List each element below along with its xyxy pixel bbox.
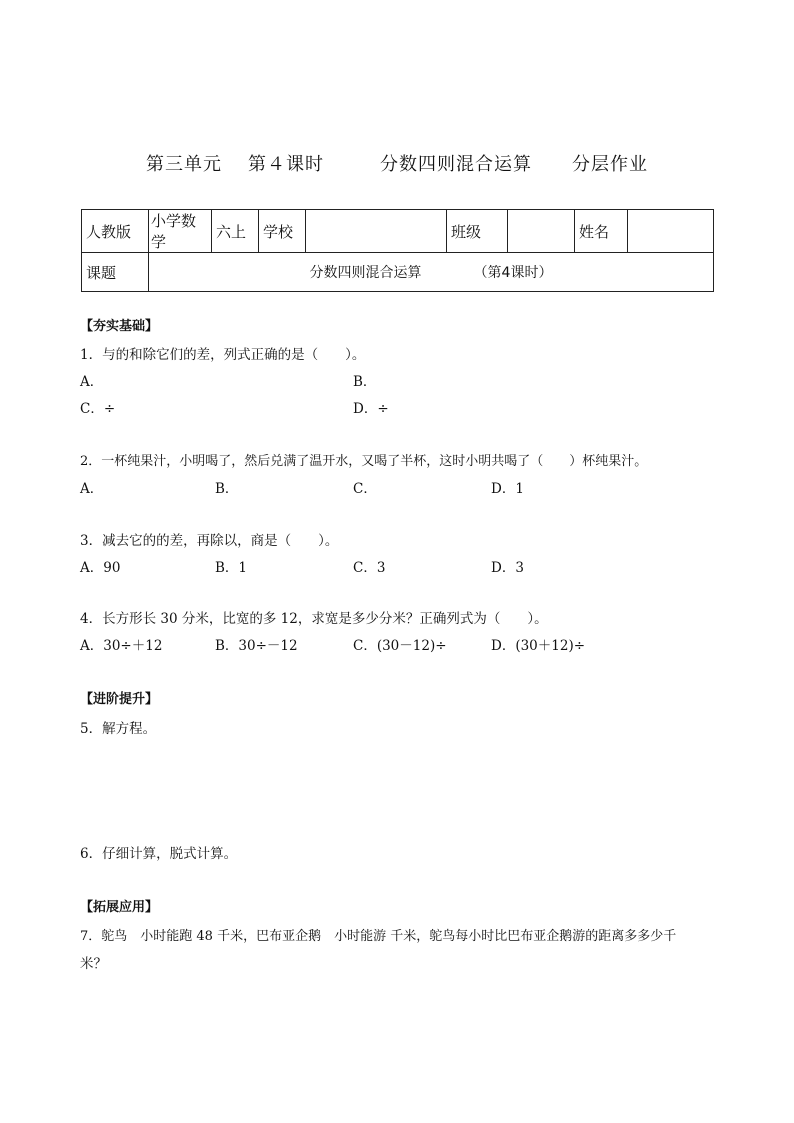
q2-option-a[interactable]: A． [80,481,104,497]
question-3: 3．减去它的的差，再除以，商是（ ）。 [80,533,339,549]
topic-cell [149,253,714,292]
q3-option-b[interactable]: B．1 [215,560,248,576]
q4-option-d[interactable]: D．(30＋12)÷ [491,638,586,654]
q1-option-d[interactable]: D．÷ [353,401,389,417]
q2-option-c[interactable]: C． [353,481,377,497]
question-4: 4．长方形长 30 分米，比宽的多 12，求宽是多少分米？正确列式为（ ）。 [80,611,548,627]
name-field[interactable] [628,210,714,253]
q2-option-d[interactable]: D．1 [491,481,524,497]
school-field[interactable] [306,210,447,253]
topic-value: 分数四则混合运算 [309,265,422,281]
q2-option-b[interactable]: B． [215,481,239,497]
publisher-cell: 人教版 [82,210,149,253]
page-title [0,150,794,176]
info-table [81,209,714,292]
homework-type: 分层作业 [572,154,648,175]
question-7-line-2: 米？ [80,956,107,972]
q3-option-d[interactable]: D．3 [491,560,524,576]
q3-option-a[interactable]: A．90 [80,560,121,576]
subject-cell: 小学数学 [149,210,212,253]
question-1: 1．与的和除它们的差，列式正确的是（ ）。 [80,347,366,363]
grade-cell: 六上 [212,210,259,253]
class-label: 班级 [447,210,508,253]
q1-option-b[interactable]: B． [353,374,377,390]
question-2: 2．一杯纯果汁，小明喝了，然后兑满了温开水，又喝了半杯，这时小明共喝了（ ）杯纯果汁。 [80,454,648,469]
topic-label: 课题 [82,253,149,292]
name-label: 姓名 [575,210,628,253]
lesson-label: 第４课时 [248,154,324,175]
q4-option-a[interactable]: A．30÷＋12 [80,638,163,654]
question-6: 6．仔细计算，脱式计算。 [80,846,238,862]
class-field[interactable] [508,210,575,253]
question-7-line-1: 7．鸵鸟 小时能跑 48 千米，巴布亚企鹅 小时能游 千米，鸵鸟每小时比巴布亚企鹅游的距离多多少千 [80,929,677,944]
q4-option-c[interactable]: C．(30－12)÷ [353,638,447,654]
topic-note: （第4课时） [473,265,553,281]
q1-option-c[interactable]: C．÷ [80,401,116,417]
q4-option-b[interactable]: B．30÷－12 [215,638,298,654]
question-5: 5．解方程。 [80,721,157,737]
q1-option-a[interactable]: A． [80,374,104,390]
topic-title: 分数四则混合运算 [380,154,532,175]
section-basic-heading: 【夯实基础】 [80,319,159,334]
school-label: 学校 [259,210,306,253]
section-extended-heading: 【拓展应用】 [80,900,159,915]
section-advanced-heading: 【进阶提升】 [80,692,159,707]
q3-option-c[interactable]: C．3 [353,560,386,576]
unit-label: 第三单元 [146,154,222,175]
